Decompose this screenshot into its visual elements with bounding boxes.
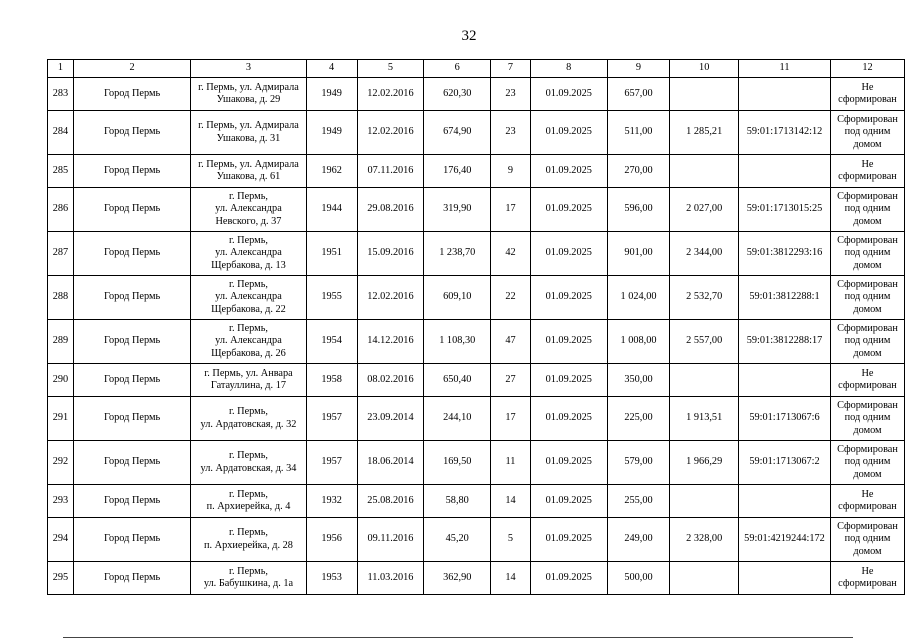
cadastral-number-cell: 59:01:1713067:6 bbox=[739, 397, 831, 441]
address-cell bbox=[191, 320, 307, 364]
land-status-cell bbox=[830, 397, 904, 441]
land-status-cell-line: домом bbox=[853, 138, 882, 150]
amount-cell: 500,00 bbox=[607, 562, 670, 595]
build-year-cell: 1949 bbox=[306, 78, 357, 111]
land-area-cell bbox=[670, 78, 739, 111]
address-cell-line: Ушакова, д. 31 bbox=[216, 132, 281, 144]
land-status-cell-line: под одним bbox=[844, 126, 891, 138]
amount-cell: 350,00 bbox=[607, 364, 670, 397]
survey-date-cell: 09.11.2016 bbox=[357, 518, 424, 562]
address-cell-line: п. Архиерейка, д. 4 bbox=[206, 501, 291, 512]
survey-date-cell: 29.08.2016 bbox=[357, 188, 424, 232]
address-cell-line: Гатауллина, д. 17 bbox=[210, 380, 286, 391]
row-number-cell: 288 bbox=[48, 276, 74, 320]
address-cell bbox=[191, 188, 307, 232]
land-area-cell bbox=[670, 364, 739, 397]
deadline-date-cell: 01.09.2025 bbox=[530, 276, 607, 320]
land-status-cell-line: сформирован bbox=[838, 94, 897, 105]
count-cell: 14 bbox=[491, 485, 531, 518]
land-status-cell-line: домом bbox=[853, 259, 882, 271]
land-status-cell bbox=[830, 518, 904, 562]
land-status-cell-line: Не bbox=[861, 565, 874, 577]
land-status-cell-line: Сформирован bbox=[837, 443, 898, 455]
amount-cell: 511,00 bbox=[607, 111, 670, 155]
address-cell bbox=[191, 276, 307, 320]
survey-date-cell: 12.02.2016 bbox=[357, 78, 424, 111]
survey-date-cell: 11.03.2016 bbox=[357, 562, 424, 595]
cadastral-number-cell bbox=[739, 562, 831, 595]
column-header: 6 bbox=[424, 60, 491, 78]
land-status-cell-line: Сформирован bbox=[837, 234, 898, 246]
address-cell-line: Щербакова, д. 22 bbox=[211, 303, 286, 315]
land-area-cell: 2 344,00 bbox=[670, 232, 739, 276]
column-header: 4 bbox=[306, 60, 357, 78]
land-area-cell: 2 027,00 bbox=[670, 188, 739, 232]
count-cell: 23 bbox=[491, 111, 531, 155]
build-year-cell: 1932 bbox=[306, 485, 357, 518]
land-status-cell-line: домом bbox=[853, 303, 882, 315]
address-cell-line: ул. Александра bbox=[215, 247, 282, 259]
amount-cell: 255,00 bbox=[607, 485, 670, 518]
city-cell: Город Пермь bbox=[73, 320, 190, 364]
area-cell: 176,40 bbox=[424, 155, 491, 188]
build-year-cell: 1949 bbox=[306, 111, 357, 155]
city-cell: Город Пермь bbox=[73, 562, 190, 595]
address-cell bbox=[191, 562, 307, 595]
address-cell-line: г. Пермь, bbox=[228, 527, 268, 539]
land-status-cell bbox=[830, 276, 904, 320]
city-cell: Город Пермь bbox=[73, 518, 190, 562]
build-year-cell: 1954 bbox=[306, 320, 357, 364]
deadline-date-cell: 01.09.2025 bbox=[530, 232, 607, 276]
deadline-date-cell: 01.09.2025 bbox=[530, 78, 607, 111]
count-cell: 42 bbox=[491, 232, 531, 276]
land-status-cell-line: сформирован bbox=[838, 578, 897, 589]
land-status-cell bbox=[830, 320, 904, 364]
address-cell-line: г. Пермь, bbox=[228, 565, 268, 577]
address-cell-line: г. Пермь, bbox=[228, 406, 268, 418]
address-cell-line: г. Пермь, bbox=[228, 450, 268, 462]
address-cell-line: ул. Александра bbox=[215, 203, 282, 215]
survey-date-cell: 18.06.2014 bbox=[357, 441, 424, 485]
land-status-cell-line: Сформирован bbox=[837, 520, 898, 532]
land-status-cell-line: под одним bbox=[844, 203, 891, 215]
land-area-cell: 2 557,00 bbox=[670, 320, 739, 364]
count-cell: 27 bbox=[491, 364, 531, 397]
deadline-date-cell: 01.09.2025 bbox=[530, 320, 607, 364]
land-status-cell bbox=[830, 155, 904, 188]
land-area-cell: 1 285,21 bbox=[670, 111, 739, 155]
land-area-cell bbox=[670, 155, 739, 188]
land-status-cell-line: Сформирован bbox=[837, 113, 898, 125]
cadastral-number-cell: 59:01:3812293:16 bbox=[739, 232, 831, 276]
land-area-cell: 2 532,70 bbox=[670, 276, 739, 320]
area-cell: 45,20 bbox=[424, 518, 491, 562]
build-year-cell: 1955 bbox=[306, 276, 357, 320]
land-status-cell-line: Не bbox=[861, 488, 874, 500]
deadline-date-cell: 01.09.2025 bbox=[530, 364, 607, 397]
address-cell-line: г. Пермь, bbox=[228, 234, 268, 246]
city-cell: Город Пермь bbox=[73, 276, 190, 320]
table-row bbox=[48, 441, 905, 485]
survey-date-cell: 08.02.2016 bbox=[357, 364, 424, 397]
table-header-row bbox=[48, 60, 905, 78]
land-status-cell-line: под одним bbox=[844, 412, 891, 424]
address-cell-line: г. Пермь, ул. Адмирала bbox=[198, 120, 299, 132]
survey-date-cell: 12.02.2016 bbox=[357, 111, 424, 155]
area-cell: 674,90 bbox=[424, 111, 491, 155]
land-status-cell-line: Не bbox=[861, 81, 874, 93]
city-cell: Город Пермь bbox=[73, 397, 190, 441]
address-cell bbox=[191, 232, 307, 276]
deadline-date-cell: 01.09.2025 bbox=[530, 397, 607, 441]
table-row bbox=[48, 320, 905, 364]
table-row bbox=[48, 78, 905, 111]
address-cell-line: г. Пермь, bbox=[228, 488, 268, 500]
land-status-cell bbox=[830, 78, 904, 111]
land-area-cell bbox=[670, 562, 739, 595]
row-number-cell: 285 bbox=[48, 155, 74, 188]
cadastral-number-cell bbox=[739, 364, 831, 397]
count-cell: 23 bbox=[491, 78, 531, 111]
column-header: 11 bbox=[739, 60, 831, 78]
count-cell: 9 bbox=[491, 155, 531, 188]
land-status-cell-line: домом bbox=[853, 468, 882, 480]
count-cell: 47 bbox=[491, 320, 531, 364]
survey-date-cell: 15.09.2016 bbox=[357, 232, 424, 276]
table-row bbox=[48, 232, 905, 276]
city-cell: Город Пермь bbox=[73, 364, 190, 397]
row-number-cell: 283 bbox=[48, 78, 74, 111]
amount-cell: 596,00 bbox=[607, 188, 670, 232]
address-cell-line: ул. Ардатовская, д. 34 bbox=[200, 462, 297, 474]
land-status-cell-line: под одним bbox=[844, 247, 891, 259]
count-cell: 17 bbox=[491, 188, 531, 232]
column-header: 9 bbox=[607, 60, 670, 78]
land-status-cell-line: Не bbox=[861, 367, 874, 379]
count-cell: 22 bbox=[491, 276, 531, 320]
land-status-cell-line: под одним bbox=[844, 291, 891, 303]
land-status-cell-line: домом bbox=[853, 347, 882, 359]
survey-date-cell: 23.09.2014 bbox=[357, 397, 424, 441]
amount-cell: 1 008,00 bbox=[607, 320, 670, 364]
build-year-cell: 1957 bbox=[306, 441, 357, 485]
cadastral-number-cell: 59:01:1713015:25 bbox=[739, 188, 831, 232]
deadline-date-cell: 01.09.2025 bbox=[530, 441, 607, 485]
land-status-cell-line: Не bbox=[861, 158, 874, 170]
table-row bbox=[48, 485, 905, 518]
address-cell-line: г. Пермь, ул. Адмирала bbox=[198, 158, 299, 170]
land-status-cell-line: Сформирован bbox=[837, 399, 898, 411]
city-cell: Город Пермь bbox=[73, 441, 190, 485]
build-year-cell: 1944 bbox=[306, 188, 357, 232]
city-cell: Город Пермь bbox=[73, 232, 190, 276]
deadline-date-cell: 01.09.2025 bbox=[530, 562, 607, 595]
count-cell: 11 bbox=[491, 441, 531, 485]
amount-cell: 270,00 bbox=[607, 155, 670, 188]
page-number: 32 bbox=[461, 28, 477, 44]
city-cell: Город Пермь bbox=[73, 485, 190, 518]
table-row bbox=[48, 397, 905, 441]
land-area-cell: 1 913,51 bbox=[670, 397, 739, 441]
column-header: 12 bbox=[830, 60, 904, 78]
address-cell-line: г. Пермь, bbox=[228, 278, 268, 290]
survey-date-cell: 14.12.2016 bbox=[357, 320, 424, 364]
amount-cell: 901,00 bbox=[607, 232, 670, 276]
cadastral-number-cell: 59:01:1713142:12 bbox=[739, 111, 831, 155]
table-row bbox=[48, 562, 905, 595]
address-cell-line: Невского, д. 37 bbox=[215, 215, 282, 227]
amount-cell: 225,00 bbox=[607, 397, 670, 441]
column-header: 8 bbox=[530, 60, 607, 78]
address-cell bbox=[191, 155, 307, 188]
build-year-cell: 1958 bbox=[306, 364, 357, 397]
city-cell: Город Пермь bbox=[73, 188, 190, 232]
column-header: 5 bbox=[357, 60, 424, 78]
area-cell: 319,90 bbox=[424, 188, 491, 232]
row-number-cell: 292 bbox=[48, 441, 74, 485]
land-status-cell bbox=[830, 485, 904, 518]
table-row bbox=[48, 188, 905, 232]
area-cell: 650,40 bbox=[424, 364, 491, 397]
city-cell: Город Пермь bbox=[73, 111, 190, 155]
address-cell-line: Ушакова, д. 29 bbox=[216, 94, 281, 105]
build-year-cell: 1962 bbox=[306, 155, 357, 188]
cadastral-number-cell bbox=[739, 485, 831, 518]
city-cell: Город Пермь bbox=[73, 155, 190, 188]
address-cell bbox=[191, 364, 307, 397]
deadline-date-cell: 01.09.2025 bbox=[530, 155, 607, 188]
survey-date-cell: 12.02.2016 bbox=[357, 276, 424, 320]
address-cell-line: г. Пермь, bbox=[228, 190, 268, 202]
data-table bbox=[47, 59, 905, 595]
count-cell: 17 bbox=[491, 397, 531, 441]
address-cell-line: Ушакова, д. 61 bbox=[216, 171, 281, 182]
row-number-cell: 287 bbox=[48, 232, 74, 276]
land-status-cell-line: домом bbox=[853, 215, 882, 227]
land-status-cell-line: под одним bbox=[844, 335, 891, 347]
area-cell: 58,80 bbox=[424, 485, 491, 518]
address-cell-line: ул. Александра bbox=[215, 335, 282, 347]
land-status-cell-line: домом bbox=[853, 545, 882, 557]
land-status-cell-line: Сформирован bbox=[837, 278, 898, 290]
build-year-cell: 1951 bbox=[306, 232, 357, 276]
column-header: 3 bbox=[191, 60, 307, 78]
address-cell-line: г. Пермь, ул. Адмирала bbox=[198, 81, 299, 93]
area-cell: 1 238,70 bbox=[424, 232, 491, 276]
land-status-cell-line: Сформирован bbox=[837, 322, 898, 334]
land-area-cell: 1 966,29 bbox=[670, 441, 739, 485]
cadastral-number-cell: 59:01:3812288:17 bbox=[739, 320, 831, 364]
land-status-cell bbox=[830, 562, 904, 595]
land-status-cell-line: под одним bbox=[844, 456, 891, 468]
address-cell-line: г. Пермь, bbox=[228, 322, 268, 334]
column-header: 7 bbox=[491, 60, 531, 78]
table-row bbox=[48, 155, 905, 188]
build-year-cell: 1956 bbox=[306, 518, 357, 562]
address-cell-line: ул. Александра bbox=[215, 291, 282, 303]
land-status-cell-line: сформирован bbox=[838, 380, 897, 391]
land-area-cell bbox=[670, 485, 739, 518]
area-cell: 362,90 bbox=[424, 562, 491, 595]
cadastral-number-cell bbox=[739, 78, 831, 111]
deadline-date-cell: 01.09.2025 bbox=[530, 485, 607, 518]
land-status-cell-line: сформирован bbox=[838, 501, 897, 512]
amount-cell: 1 024,00 bbox=[607, 276, 670, 320]
table-row bbox=[48, 111, 905, 155]
address-cell-line: Щербакова, д. 26 bbox=[211, 347, 286, 359]
area-cell: 609,10 bbox=[424, 276, 491, 320]
cadastral-number-cell: 59:01:1713067:2 bbox=[739, 441, 831, 485]
land-status-cell bbox=[830, 364, 904, 397]
land-status-cell-line: домом bbox=[853, 424, 882, 436]
amount-cell: 249,00 bbox=[607, 518, 670, 562]
amount-cell: 657,00 bbox=[607, 78, 670, 111]
address-cell bbox=[191, 397, 307, 441]
table-row bbox=[48, 364, 905, 397]
row-number-cell: 290 bbox=[48, 364, 74, 397]
column-header: 2 bbox=[73, 60, 190, 78]
deadline-date-cell: 01.09.2025 bbox=[530, 518, 607, 562]
cadastral-number-cell bbox=[739, 155, 831, 188]
land-status-cell bbox=[830, 441, 904, 485]
land-status-cell bbox=[830, 232, 904, 276]
survey-date-cell: 25.08.2016 bbox=[357, 485, 424, 518]
land-area-cell: 2 328,00 bbox=[670, 518, 739, 562]
table-row bbox=[48, 518, 905, 562]
count-cell: 14 bbox=[491, 562, 531, 595]
table-row bbox=[48, 276, 905, 320]
land-status-cell-line: Сформирован bbox=[837, 190, 898, 202]
city-cell: Город Пермь bbox=[73, 78, 190, 111]
address-cell bbox=[191, 518, 307, 562]
address-cell bbox=[191, 485, 307, 518]
area-cell: 1 108,30 bbox=[424, 320, 491, 364]
area-cell: 169,50 bbox=[424, 441, 491, 485]
land-status-cell-line: под одним bbox=[844, 533, 891, 545]
row-number-cell: 291 bbox=[48, 397, 74, 441]
count-cell: 5 bbox=[491, 518, 531, 562]
amount-cell: 579,00 bbox=[607, 441, 670, 485]
cadastral-number-cell: 59:01:4219244:172 bbox=[739, 518, 831, 562]
area-cell: 620,30 bbox=[424, 78, 491, 111]
row-number-cell: 284 bbox=[48, 111, 74, 155]
deadline-date-cell: 01.09.2025 bbox=[530, 111, 607, 155]
address-cell-line: ул. Ардатовская, д. 32 bbox=[200, 418, 297, 430]
build-year-cell: 1957 bbox=[306, 397, 357, 441]
row-number-cell: 295 bbox=[48, 562, 74, 595]
build-year-cell: 1953 bbox=[306, 562, 357, 595]
area-cell: 244,10 bbox=[424, 397, 491, 441]
address-cell-line: Щербакова, д. 13 bbox=[211, 259, 286, 271]
address-cell bbox=[191, 78, 307, 111]
row-number-cell: 294 bbox=[48, 518, 74, 562]
cadastral-number-cell: 59:01:3812288:1 bbox=[739, 276, 831, 320]
land-status-cell bbox=[830, 188, 904, 232]
survey-date-cell: 07.11.2016 bbox=[357, 155, 424, 188]
address-cell-line: п. Архиерейка, д. 28 bbox=[203, 539, 293, 551]
address-cell-line: ул. Бабушкина, д. 1а bbox=[203, 578, 294, 589]
land-status-cell bbox=[830, 111, 904, 155]
column-header: 10 bbox=[670, 60, 739, 78]
row-number-cell: 289 bbox=[48, 320, 74, 364]
address-cell bbox=[191, 111, 307, 155]
page-bottom-rule bbox=[63, 637, 853, 638]
column-header: 1 bbox=[48, 60, 74, 78]
deadline-date-cell: 01.09.2025 bbox=[530, 188, 607, 232]
row-number-cell: 293 bbox=[48, 485, 74, 518]
address-cell bbox=[191, 441, 307, 485]
address-cell-line: г. Пермь, ул. Анвара bbox=[204, 367, 293, 379]
land-status-cell-line: сформирован bbox=[838, 171, 897, 182]
row-number-cell: 286 bbox=[48, 188, 74, 232]
